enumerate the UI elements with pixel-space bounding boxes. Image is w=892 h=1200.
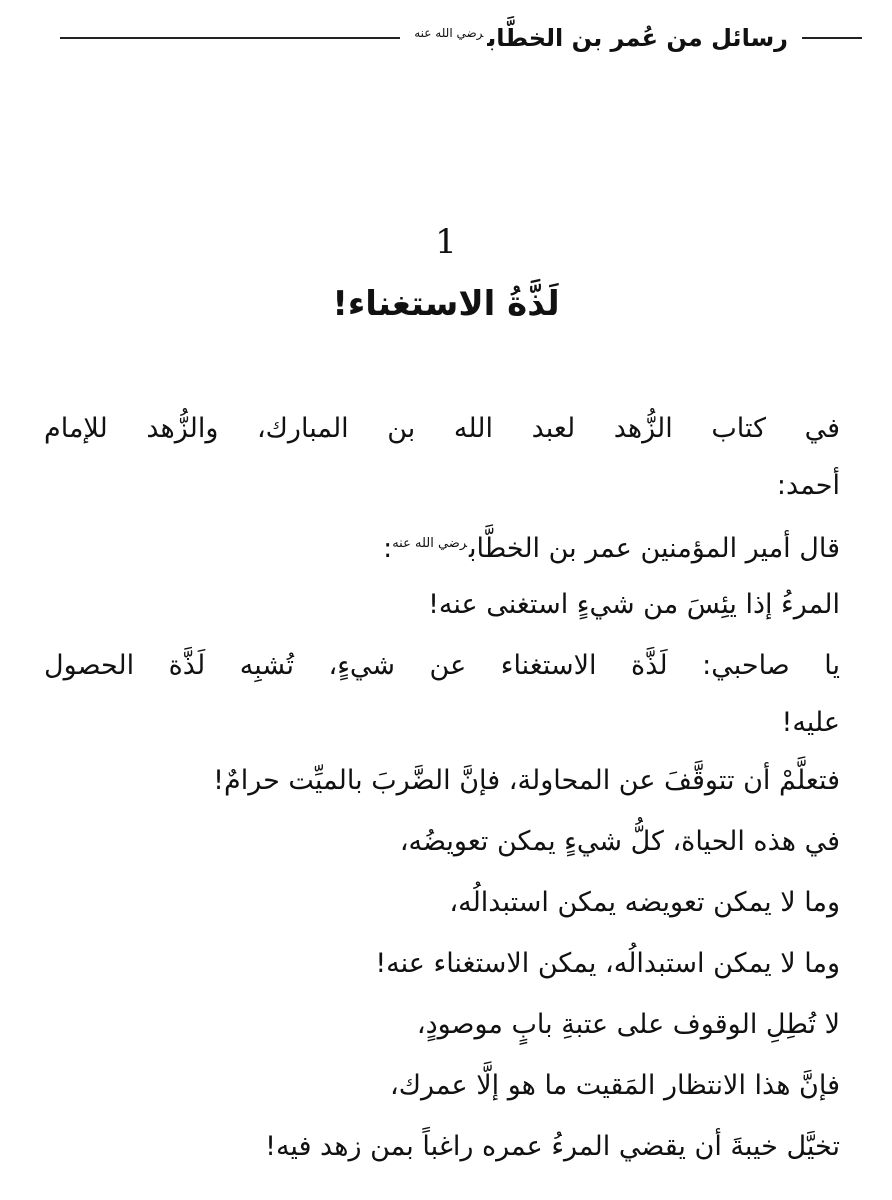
body-text xyxy=(44,398,840,1177)
chapter-title: لَذَّةُ الاستغناء! xyxy=(332,284,560,324)
honorific-mark: رضي الله عنه xyxy=(414,26,484,40)
page-header xyxy=(60,18,862,58)
chapter-number: 1 xyxy=(435,222,457,262)
text-line-main: قال أمير المؤمنين عمر بن الخطَّاب xyxy=(469,533,840,564)
running-title xyxy=(400,24,802,52)
text-line: لا تُطِلِ الوقوف على عتبةِ بابٍ موصودٍ، xyxy=(416,1009,840,1040)
text-line: وما لا يمكن تعويضه يمكن استبدالُه، xyxy=(449,887,840,918)
text-line: أحمد: xyxy=(776,470,840,501)
running-title-text: رسائل من عُمر بن الخطَّاب xyxy=(487,24,788,52)
text-line: يا صاحبي: لَذَّة الاستغناء عن شيءٍ، تُشبِه لَذَّة الحصول xyxy=(44,650,840,681)
header-rule-left xyxy=(60,37,400,39)
text-line-suffix: : xyxy=(383,533,393,564)
inline-honorific-mark: رضي الله عنه xyxy=(392,536,467,551)
header-rule-right xyxy=(802,37,862,39)
text-line: المرءُ إذا يئِسَ من شيءٍ استغنى عنه! xyxy=(428,589,840,620)
text-line: في كتاب الزُّهد لعبد الله بن المبارك، والزُّهد للإمام xyxy=(44,413,840,444)
text-line: عليه! xyxy=(781,707,840,738)
text-line: في هذه الحياة، كلُّ شيءٍ يمكن تعويضُه، xyxy=(399,826,840,857)
text-line: وما لا يمكن استبدالُه، يمكن الاستغناء عنه! xyxy=(375,948,840,979)
text-line: فإنَّ هذا الانتظار المَقيت ما هو إلَّا عمرك، xyxy=(390,1070,840,1101)
text-line xyxy=(44,513,840,574)
text-line: تخيَّل خيبةَ أن يقضي المرءُ عمره راغباً بمن زهد فيه! xyxy=(265,1131,840,1162)
text-line: فتعلَّمْ أن تتوقَّفَ عن المحاولة، فإنَّ الضَّربَ بالميِّت حرامٌ! xyxy=(213,765,840,796)
